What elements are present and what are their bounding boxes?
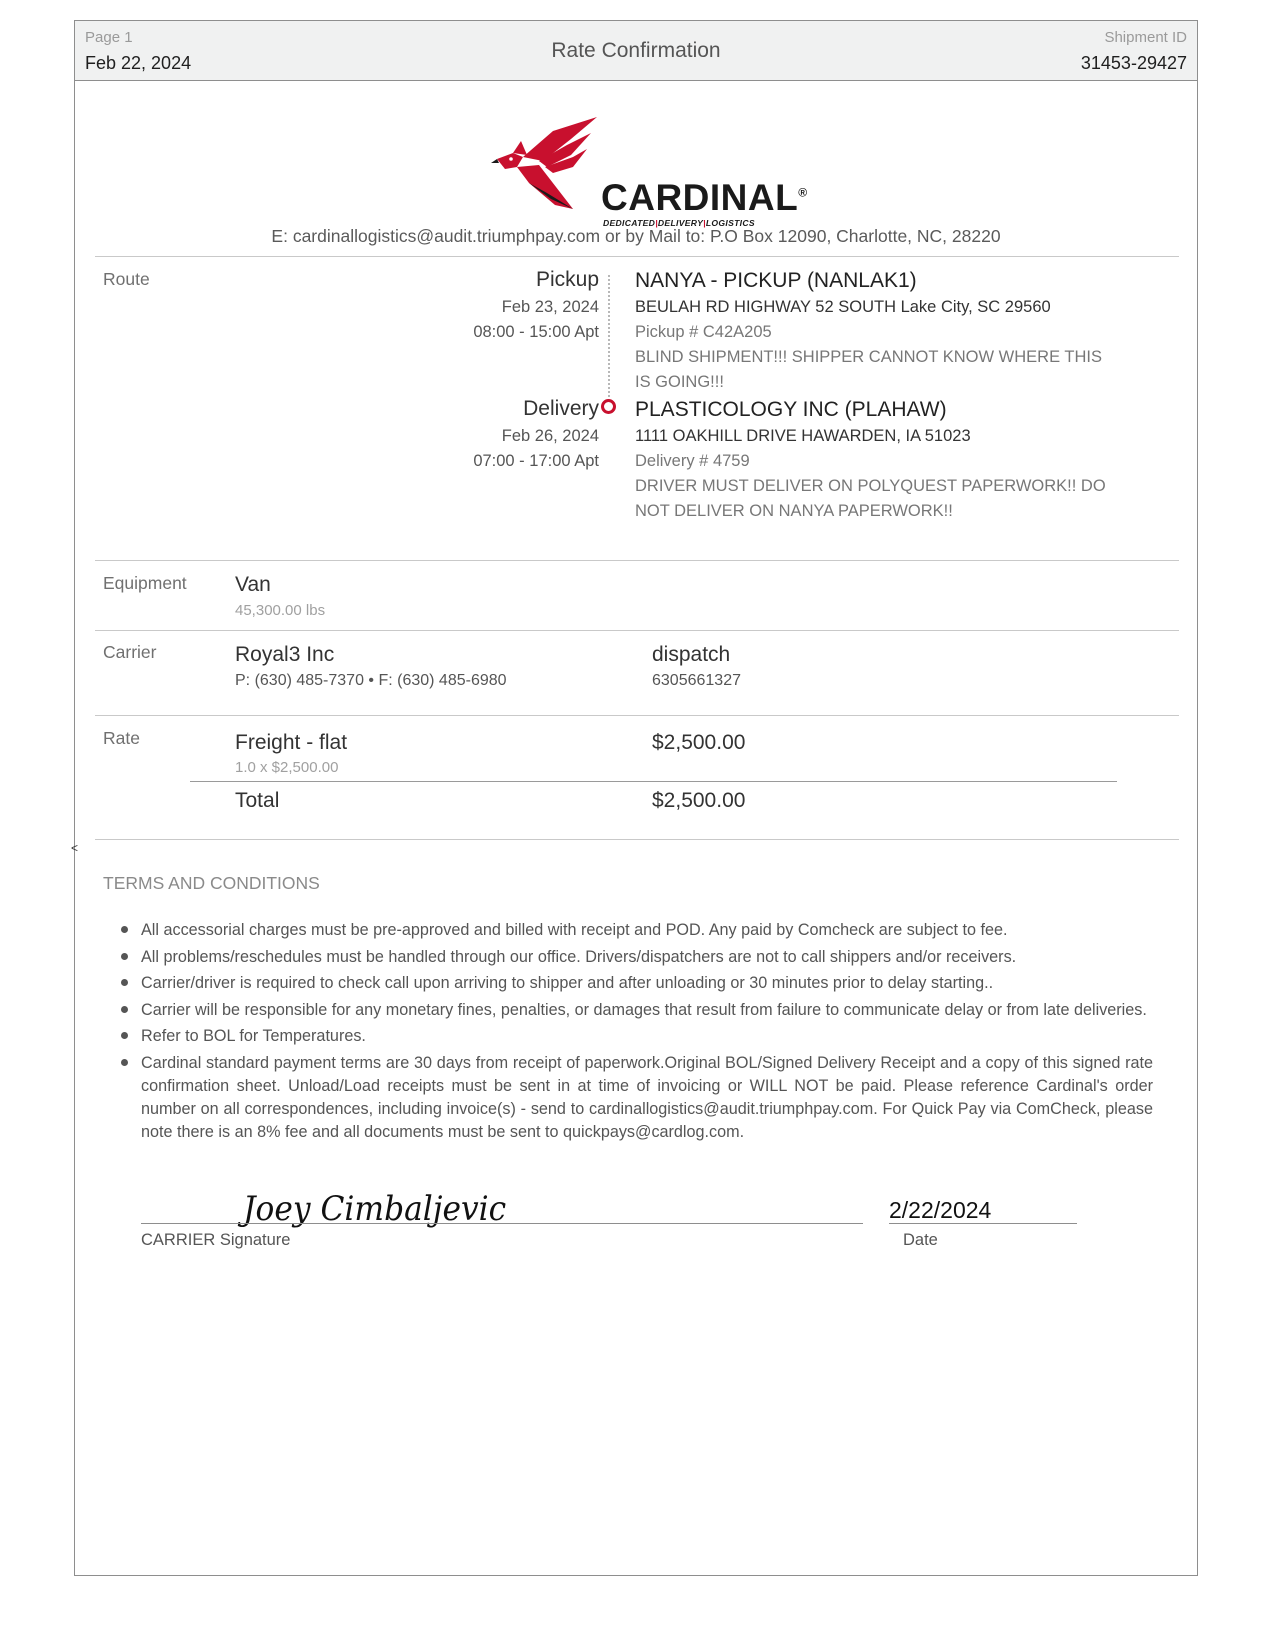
delivery-type: Delivery xyxy=(523,397,599,420)
header-date: Feb 22, 2024 xyxy=(85,53,192,73)
cardinal-logo xyxy=(505,121,808,241)
rate-item: Freight - flat xyxy=(235,731,348,754)
delivery-note-line-2: NOT DELIVER ON NANYA PAPERWORK!! xyxy=(635,502,953,520)
terms-item: Carrier will be responsible for any monetary fines, penalties, or damages that result from failure to communicate delay or from late deliveries. xyxy=(141,999,1153,1022)
delivery-number: Delivery # 4759 xyxy=(635,452,750,470)
date-label: Date xyxy=(903,1231,938,1249)
route-connector xyxy=(608,275,610,397)
divider xyxy=(95,715,1179,716)
pickup-date: Feb 23, 2024 xyxy=(501,298,599,316)
cardinal-bird-icon xyxy=(487,115,607,215)
equipment-label: Equipment xyxy=(103,573,187,593)
document-title: Rate Confirmation xyxy=(551,39,721,62)
date-line xyxy=(889,1223,1077,1224)
shipment-id: 31453-29427 xyxy=(1080,53,1187,73)
divider xyxy=(95,256,1179,257)
divider xyxy=(95,839,1179,840)
divider xyxy=(95,630,1179,631)
signature-date: 2/22/2024 xyxy=(889,1197,992,1223)
terms-item: Cardinal standard payment terms are 30 days from receipt of paperwork.Original BOL/Signed Delivery Receipt and a copy of this signed rate confirmation sheet. Unload/Load receipts must be sent in at time of invoicing or WILL NOT be paid. Please reference Cardinal's order number on all correspondences, including invoice(s) - send to cardinallogistics@audit.triumphpay.com. For Quick Pay via ComCheck, please note there is an 8% fee and all documents must be sent to quickpays@cardlog.com. xyxy=(141,1052,1153,1144)
carrier-name: Royal3 Inc xyxy=(235,643,335,666)
terms-item: Carrier/driver is required to check call upon arriving to shipper and after unloading or 30 minutes prior to delay starting.. xyxy=(141,972,1153,995)
route-label: Route xyxy=(103,269,150,289)
carrier-label: Carrier xyxy=(103,642,157,662)
pickup-type: Pickup xyxy=(535,268,599,291)
equipment-weight: 45,300.00 lbs xyxy=(235,602,326,619)
shipment-id-label: Shipment ID xyxy=(1104,29,1187,46)
page-number-label: Page 1 xyxy=(85,29,133,46)
rate-item-detail: 1.0 x $2,500.00 xyxy=(235,759,339,776)
carrier-signature-label: CARRIER Signature xyxy=(141,1231,291,1249)
delivery-location-name: PLASTICOLOGY INC (PLAHAW) xyxy=(635,398,947,421)
carrier-phones: P: (630) 485-7370 • F: (630) 485-6980 xyxy=(235,672,507,689)
pickup-note-line-2: IS GOING!!! xyxy=(635,373,724,391)
rate-label: Rate xyxy=(103,728,140,748)
terms-item: Refer to BOL for Temperatures. xyxy=(141,1025,1153,1048)
carrier-contact-phone: 6305661327 xyxy=(652,672,741,689)
pickup-number: Pickup # C42A205 xyxy=(635,323,772,341)
divider xyxy=(95,560,1179,561)
terms-title: TERMS AND CONDITIONS xyxy=(103,873,320,893)
signature-line xyxy=(141,1223,863,1224)
contact-info: E: cardinallogistics@audit.triumphpay.com or by Mail to: P.O Box 12090, Charlotte, NC, 28220 xyxy=(271,226,1001,246)
rate-item-amount: $2,500.00 xyxy=(652,731,746,754)
terms-item: All accessorial charges must be pre-approved and billed with receipt and POD. Any paid by Comcheck are subject to fee. xyxy=(141,919,1153,942)
rate-total-amount: $2,500.00 xyxy=(652,789,746,812)
carrier-signature: Joey Cimbaljevic xyxy=(243,1189,507,1229)
pickup-location-name: NANYA - PICKUP (NANLAK1) xyxy=(635,269,917,292)
equipment-type: Van xyxy=(235,573,271,596)
pickup-note-line-1: BLIND SHIPMENT!!! SHIPPER CANNOT KNOW WHERE THIS xyxy=(635,348,1102,366)
logo-tagline: DEDICATED|DELIVERY|LOGISTICS xyxy=(603,218,755,228)
logo-wordmark: CARDINAL® xyxy=(601,177,808,218)
rate-confirmation-page xyxy=(71,20,1198,1576)
pickup-window: 08:00 - 15:00 Apt xyxy=(473,323,599,341)
delivery-note-line-1: DRIVER MUST DELIVER ON POLYQUEST PAPERWORK!! DO xyxy=(635,477,1106,495)
delivery-date: Feb 26, 2024 xyxy=(501,427,599,445)
carrier-contact-name: dispatch xyxy=(652,643,731,666)
page-header xyxy=(75,21,1197,81)
pickup-address: BEULAH RD HIGHWAY 52 SOUTH Lake City, SC 29560 xyxy=(635,298,1051,316)
stray-mark: < xyxy=(71,841,79,855)
terms-item: All problems/reschedules must be handled through our office. Drivers/dispatchers are not to call shippers and/or receivers. xyxy=(141,946,1153,969)
rate-subtotal-divider xyxy=(190,781,1117,782)
terms-list xyxy=(119,919,1153,1147)
delivery-address: 1111 OAKHILL DRIVE HAWARDEN, IA 51023 xyxy=(635,427,971,445)
delivery-window: 07:00 - 17:00 Apt xyxy=(473,452,599,470)
rate-total-label: Total xyxy=(235,789,280,812)
delivery-marker-icon xyxy=(601,399,616,414)
